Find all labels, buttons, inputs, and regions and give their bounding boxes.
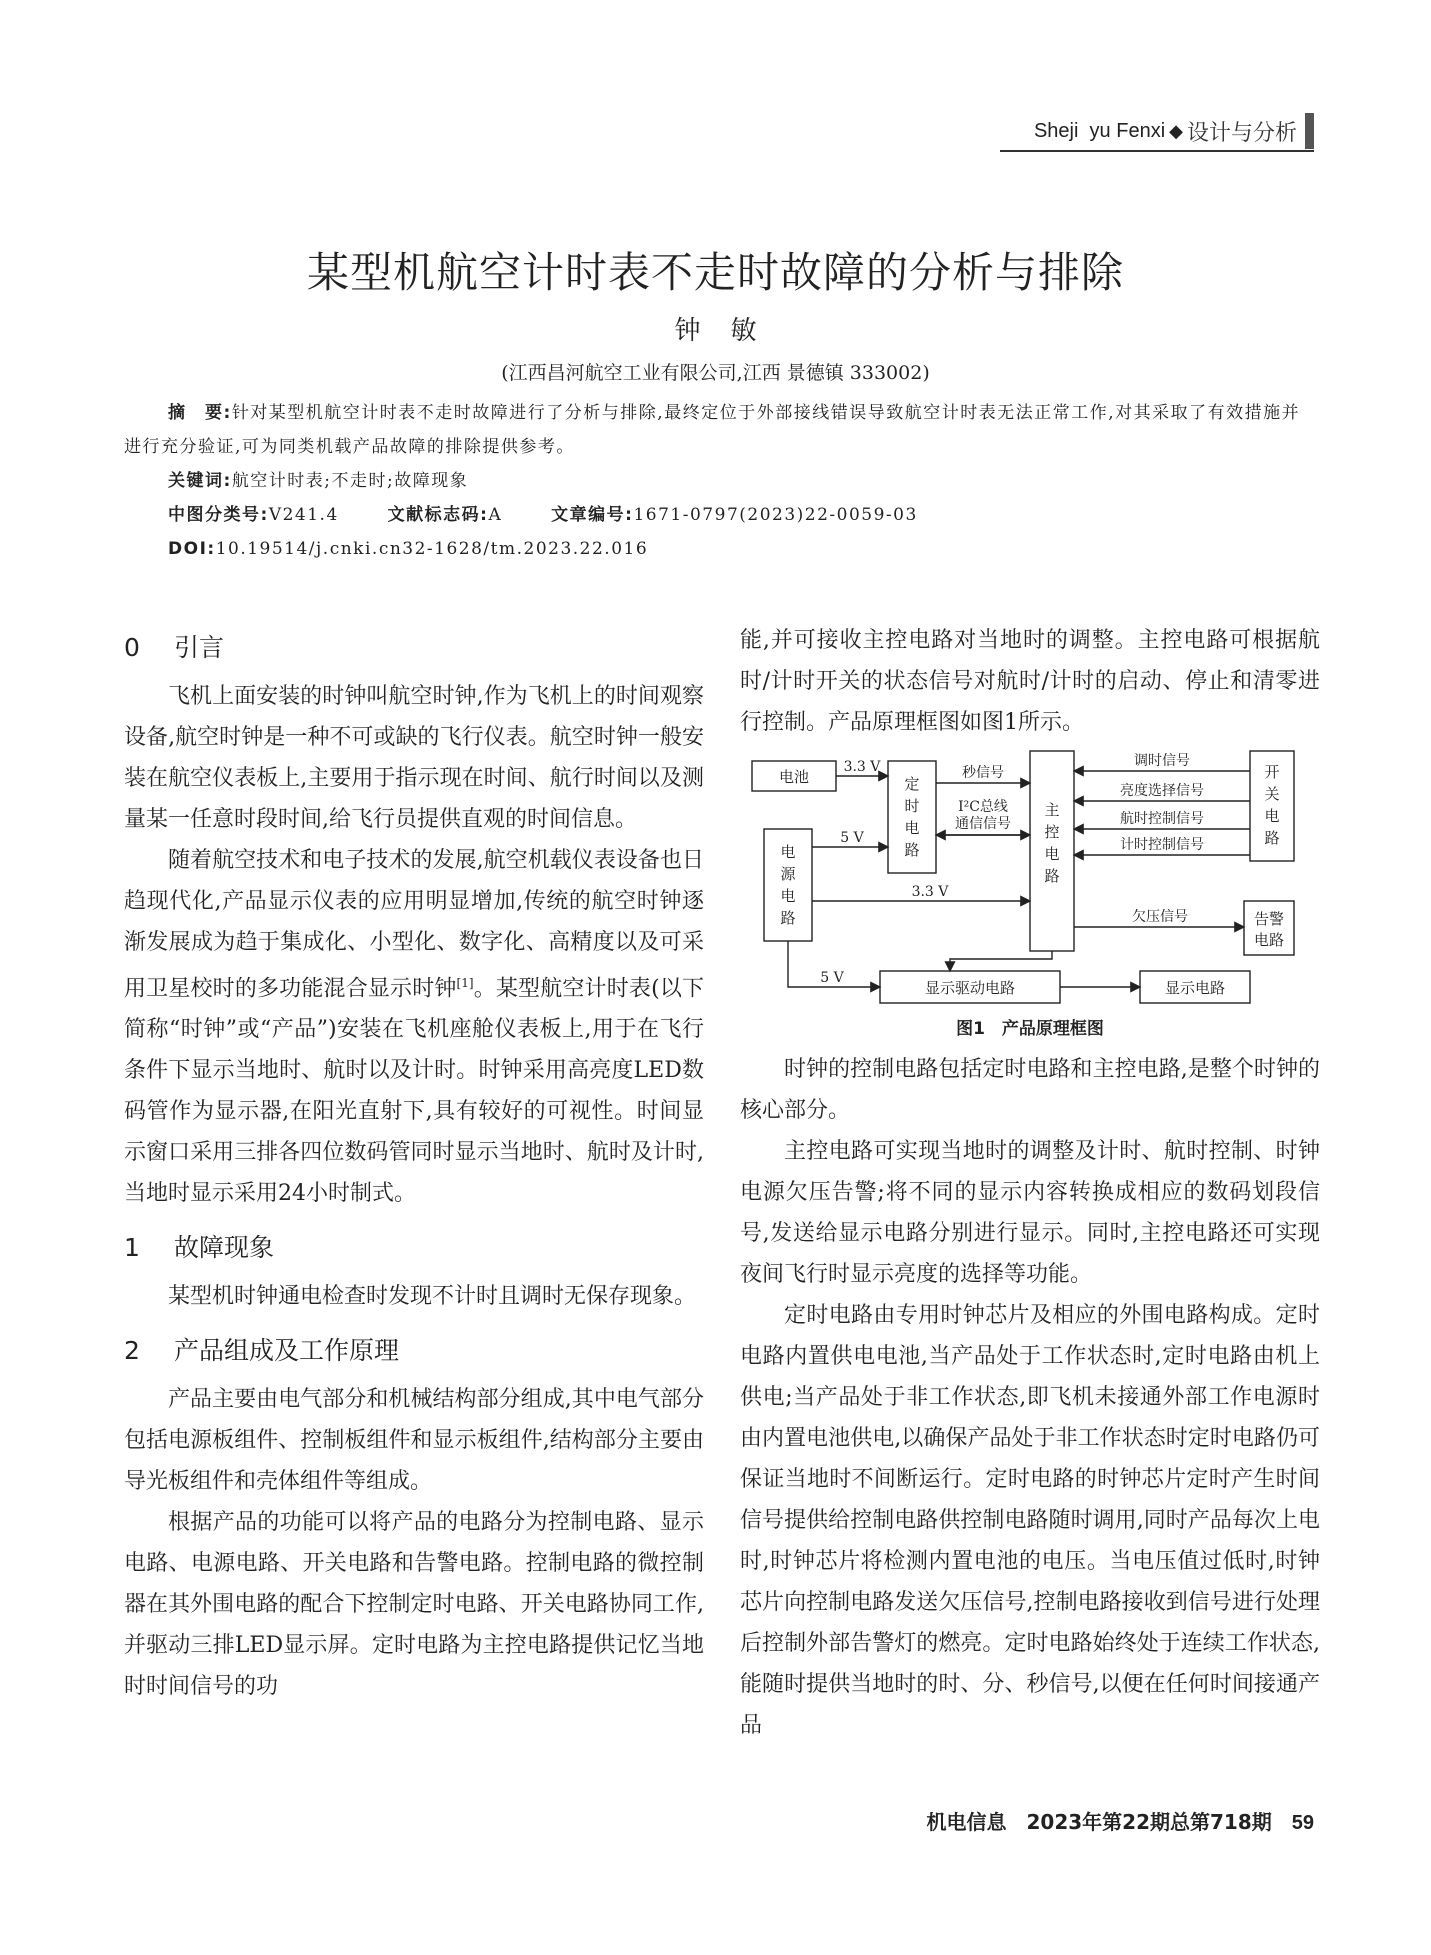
sec-signal-label: 秒信号 [962,765,1004,781]
switch-char: 电 [1264,807,1280,825]
paragraph: 定时电路由专用时钟芯片及相应的外围电路构成。定时电路内置供电电池,当产品处于工作状态时,定时电路由机上供电;当产品处于非工作状态,即飞机未接通外部工作电源时由内置电池供电,以确保产品处于非工作状态时定时电路仍可保证当地时不间断运行。定时电路的时钟芯片定时产生时间信号提供给控制电路供控制电路随时调用,同时产品每次上电时,时钟芯片将检测内置电池的电压。当电压值过低时,时钟芯片向控制电路发送欠压信号,控制电路接收到信号进行处理后控制外部告警灯的燃亮。定时电路始终处于连续工作状态,能随时提供当地时的时、分、秒信号,以便在任何时间接通产品 [740,1303,1320,1738]
battery-label: 电池 [778,768,810,786]
paragraph: 根据产品的功能可以将产品的电路分为控制电路、显示电路、电源电路、开关电路和告警电路。控制电路的微控制器在其外围电路的配合下控制定时电路、开关电路协同工作,并驱动三排LED显示屏。定时电路为主控电路提供记忆当地时时间信号的功 [124,1510,704,1700]
timing-char: 路 [904,841,920,859]
abstract [124,396,1314,464]
keywords [124,464,1358,498]
running-header-english: Sheji yu Fenxi [1033,119,1166,142]
v33-label-b: 3.3 V [911,884,949,900]
header-rule [1000,150,1314,152]
page-footer [927,1806,1315,1835]
figure-1 [740,749,1320,1009]
running-header-chinese: 设计与分析 [1186,120,1297,146]
paper-title: 某型机航空计时表不走时故障的分析与排除 [306,248,1124,297]
paragraph: 飞机上面安装的时钟叫航空时钟,作为飞机上的时间观察设备,航空时钟是一种不可或缺的飞行仪表。航空时钟一般安装在航空仪表板上,主要用于指示现在时间、航行时间以及测量某一任意时段时间,给飞行员提供直观的时间信息。 [124,684,704,832]
section-heading-intro: 0 引言 [124,633,225,662]
v5-label-a: 5 V [840,830,864,846]
power-char: 源 [780,865,796,883]
abstract-text: 针对某型机航空计时表不走时故障进行了分析与排除,最终定位于外部接线错误导致航空计时表无法正常工作,对其采取了有效措施并进行充分验证,可为同类机载产品故障的排除提供参考。 [124,403,1301,457]
timer-signal-label: 计时控制信号 [1120,837,1204,853]
main-char: 控 [1044,823,1060,841]
paragraph: 能,并可接收主控电路对当地时的调整。主控电路可根据航时/计时开关的状态信号对航时/计时的启动、停止和清零进行控制。产品原理框图如图1所示。 [740,628,1320,735]
i2c-label-2: 通信信号 [955,816,1011,832]
main-char: 路 [1044,867,1060,885]
brightness-signal-label: 亮度选择信号 [1120,783,1204,799]
header-bar [1305,113,1314,149]
left-column [124,620,704,1707]
alarm-label-2: 电路 [1253,931,1285,949]
citation-ref: [1] [456,976,474,990]
switch-char: 关 [1264,785,1280,803]
display-circuit-label: 显示电路 [1164,979,1226,997]
timing-char: 电 [904,819,920,837]
alarm-label-1: 告警 [1253,910,1285,928]
diamond-icon: ◆ [1169,120,1183,142]
power-char: 路 [780,909,796,927]
classification [124,498,1358,532]
page-number: 59 [1291,1812,1314,1834]
doi [124,532,1358,566]
paragraph: 某型机时钟通电检查时发现不计时且调时无保存现象。 [168,1284,697,1310]
doi-text: 10.19514/j.cnki.cn32-1628/tm.2023.22.016 [215,539,649,559]
i2c-label-1: I²C总线 [958,799,1008,815]
section-heading-principle: 2 产品组成及工作原理 [124,1336,400,1366]
paragraph: 主控电路可实现当地时的调整及计时、航时控制、时钟电源欠压告警;将不同的显示内容转换成相应的数码划段信号,发送给显示电路分别进行显示。同时,主控电路还可实现夜间飞行时显示亮度的选择等功能。 [740,1139,1320,1287]
paragraph: 随着航空技术和电子技术的发展,航空机载仪表设备也日趋现代化,产品显示仪表的应用明显增加,传统的航空时钟逐渐发展成为趋于集成化、小型化、数字化、高精度以及可采用卫星校时的多功能混合显示时钟[1]。某型航空计时表(以下简称“时钟”或“产品”)安装在飞机座舱仪表板上,用于在飞行条件下显示当地时、航时以及计时。时钟采用高亮度LED数码管作为显示器,在阳光直射下,具有较好的可视性。时间显示窗口采用三排各四位数码管同时显示当地时、航时及计时,当地时显示采用24小时制式。 [124,848,704,1207]
running-header [1034,112,1314,150]
paragraph: 产品主要由电气部分和机械结构部分组成,其中电气部分包括电源板组件、控制板组件和显示板组件,结构部分主要由导光板组件和壳体组件等组成。 [124,1387,704,1495]
figure-caption: 图1 产品原理框图 [956,1019,1104,1039]
main-char: 主 [1044,801,1060,819]
author: 钟敏 [674,316,787,346]
abstract-label: 摘 要: [168,403,232,423]
display-driver-label: 显示驱动电路 [924,979,1016,997]
keywords-label: 关键词: [168,471,232,491]
paragraph: 时钟的控制电路包括定时电路和主控电路,是整个时钟的核心部分。 [740,1057,1320,1123]
journal-info: 机电信息 2023年第22期总第718期 [926,1810,1272,1834]
power-char: 电 [780,843,796,861]
switch-char: 路 [1264,829,1280,847]
doi-label: DOI: [168,539,216,559]
document-code: 文献标志码:A [387,505,503,525]
affiliation: (江西昌河航空工业有限公司,江西 景德镇 333002) [501,362,930,384]
undervolt-signal-label: 欠压信号 [1132,909,1188,925]
right-column [740,620,1320,1746]
main-char: 电 [1044,845,1060,863]
adjust-signal-label: 调时信号 [1134,753,1190,769]
nav-time-signal-label: 航时控制信号 [1120,811,1204,827]
keywords-text: 航空计时表;不走时;故障现象 [231,471,469,491]
section-heading-fault: 1 故障现象 [124,1233,275,1263]
timing-char: 时 [904,797,920,815]
power-char: 电 [780,887,796,905]
clc-code: 中图分类号:V241.4 [168,505,339,525]
v5-label-b: 5 V [820,970,844,986]
block-diagram [740,749,1320,1009]
v33-label-a: 3.3 V [843,759,881,775]
timing-char: 定 [904,775,920,793]
switch-char: 开 [1264,763,1280,781]
article-number: 文章编号:1671-0797(2023)22-0059-03 [551,505,918,525]
